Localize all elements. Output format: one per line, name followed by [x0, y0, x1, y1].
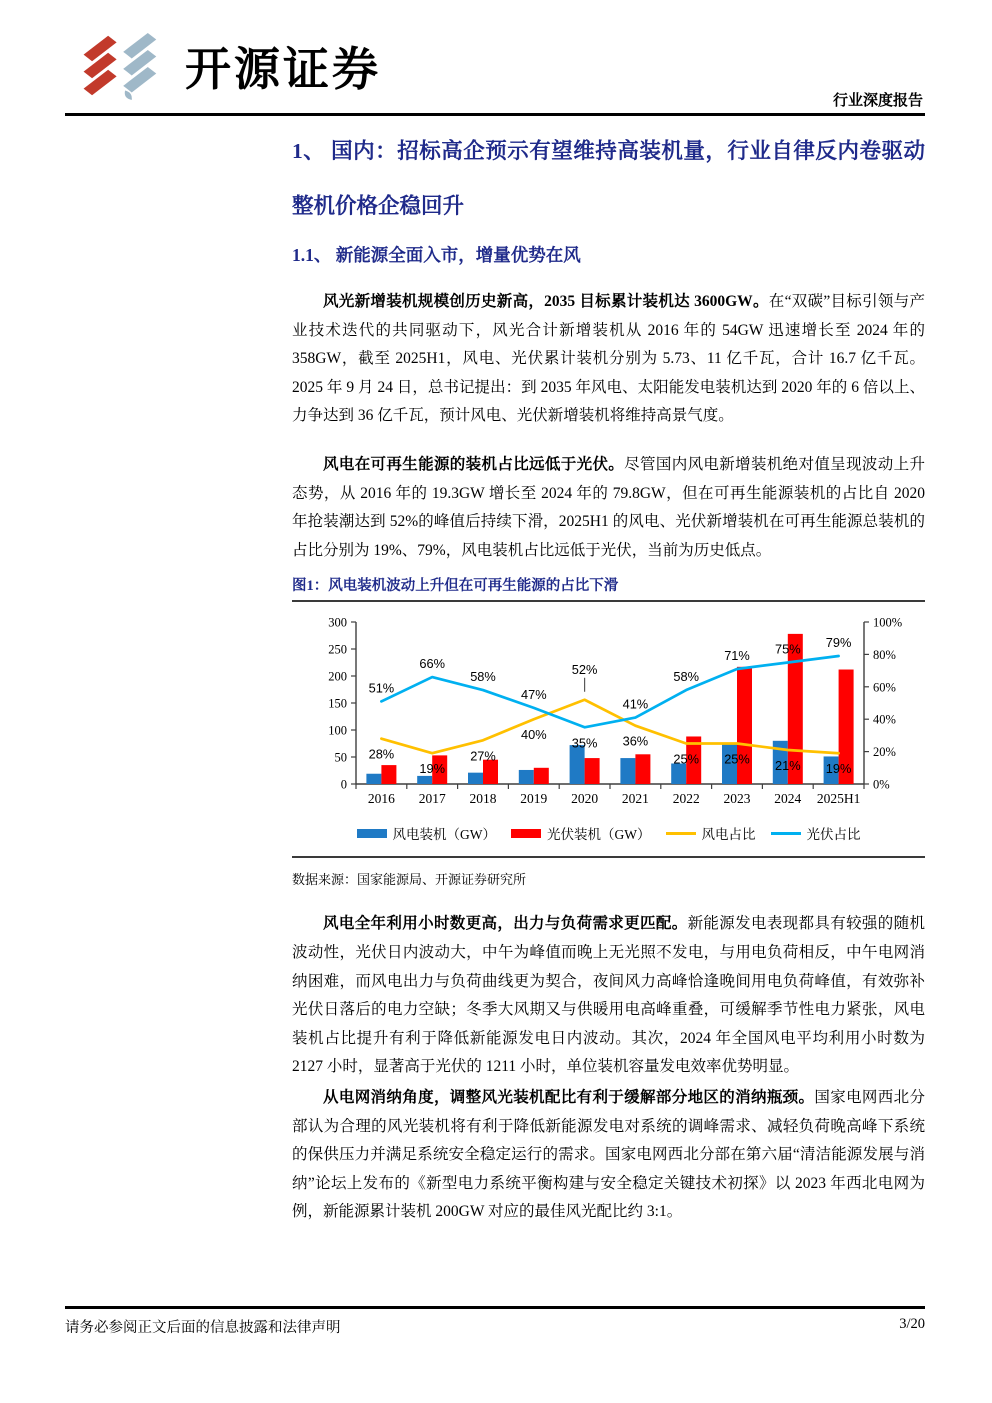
svg-text:58%: 58% [673, 669, 700, 685]
svg-text:28%: 28% [368, 746, 395, 762]
svg-text:35%: 35% [571, 735, 598, 751]
svg-text:20%: 20% [873, 745, 896, 760]
figure-1 [292, 574, 925, 858]
svg-text:36%: 36% [622, 734, 649, 750]
footer-disclaimer: 请务必参阅正文后面的信息披露和法律声明 [65, 1320, 341, 1336]
svg-text:2023: 2023 [723, 791, 751, 807]
figure-source: 数据来源：国家能源局、开源证券研究所 [292, 872, 527, 888]
legend-item-solar-bar [511, 823, 651, 843]
paragraph [292, 1084, 925, 1227]
svg-text:2022: 2022 [672, 791, 700, 807]
svg-text:300: 300 [328, 615, 347, 630]
subsection-heading: 1.1、 新能源全面入市，增量优势在风 [292, 245, 581, 265]
svg-text:2017: 2017 [418, 791, 446, 807]
svg-text:21%: 21% [774, 758, 801, 774]
svg-text:2018: 2018 [469, 791, 497, 807]
paragraph-text: 在“双碳”目标引领与产业技术迭代的共同驱动下，风光合计新增装机从 2016 年的 54GW 迅速增长至 2024 年的 358GW，截至 2025H1，风电、光伏累计装机分别为 5.73、11 亿千瓦，合计 16.7 亿千瓦。2025 年 9 月 24 日，总书记提出：到 2035 年风电、太阳能发电装机达到 2020 年的 6 倍以上、力争达到 36 亿千瓦，预计风电、光伏新增装机将维持高景气度。 [292, 293, 926, 425]
svg-text:40%: 40% [873, 713, 896, 728]
kaiyuan-logo [79, 32, 381, 100]
legend-label: 光伏装机（GW） [547, 827, 651, 843]
svg-text:80%: 80% [873, 648, 896, 663]
svg-text:71%: 71% [724, 648, 750, 664]
legend-label: 风电装机（GW） [392, 827, 496, 843]
content-column [292, 124, 925, 1227]
page-number: 3/20 [899, 1316, 925, 1332]
svg-text:51%: 51% [368, 680, 395, 696]
svg-text:40%: 40% [520, 727, 547, 743]
svg-text:66%: 66% [419, 656, 446, 672]
paragraph [292, 451, 925, 565]
svg-text:27%: 27% [470, 748, 496, 764]
svg-text:2019: 2019 [520, 791, 548, 807]
figure-title: 图1：风电装机波动上升但在可再生能源的占比下滑 [292, 574, 925, 602]
paragraph-lead: 风电全年利用小时数更高，出力与负荷需求更匹配。 [323, 915, 688, 933]
svg-text:250: 250 [328, 642, 347, 657]
paragraph-text: 国家电网西北分部认为合理的风光装机将有利于降低新能源发电对系统的调峰需求、减轻负荷晚高峰下系统的保供压力并满足系统安全稳定运行的需求。国家电网西北分部在第六届“清洁能源发展与消纳”论坛上发布的《新型电力系统平衡构建与安全稳定关键技术初探》以 2023 年西北电网为例，新能源累计装机 200GW 对应的最佳风光配比约 3:1。 [292, 1088, 925, 1221]
page-header [65, 26, 925, 116]
wind-bar-swatch-icon [357, 829, 387, 838]
svg-text:19%: 19% [825, 761, 852, 777]
svg-text:52%: 52% [571, 662, 598, 678]
svg-text:100: 100 [328, 723, 347, 738]
svg-text:25%: 25% [724, 751, 750, 767]
svg-text:50: 50 [334, 750, 347, 765]
paragraph-text: 尽管国内风电新增装机绝对值呈现波动上升态势，从 2016 年的 19.3GW 增长至 2024 年的 79.8GW，但在可再生能源装机的占比自 2020 年抢装潮达到 52%的峰值后持续下滑，2025H1 的风电、光伏新增装机在可再生能源总装机的占比分别为 19%、79%，风电装机占比远低于光伏，当前为历史低点。 [292, 455, 925, 559]
svg-text:41%: 41% [622, 696, 649, 712]
svg-text:60%: 60% [873, 680, 896, 695]
paragraph-lead: 从电网消纳角度，调整风光装机配比有利于缓解部分地区的消纳瓶颈。 [323, 1088, 815, 1106]
svg-text:0: 0 [340, 777, 347, 792]
svg-text:2016: 2016 [367, 791, 395, 807]
paragraph-lead: 风光新增装机规模创历史新高，2035 目标累计装机达 3600GW。 [323, 293, 769, 310]
wind-share-line-swatch-icon [666, 832, 696, 836]
svg-text:2025H1: 2025H1 [816, 791, 861, 807]
svg-text:25%: 25% [673, 751, 700, 767]
svg-text:47%: 47% [520, 687, 547, 703]
svg-text:200: 200 [328, 669, 347, 684]
svg-text:75%: 75% [774, 641, 801, 657]
svg-text:150: 150 [328, 696, 347, 711]
section-heading: 1、 国内：招标高企预示有望维持高装机量，行业自律反内卷驱动整机价格企稳回升 [292, 139, 925, 218]
svg-text:19%: 19% [419, 761, 446, 777]
page-footer [65, 1306, 925, 1337]
legend-item-wind-share [666, 823, 756, 843]
logo-text: 开源证券 [185, 43, 381, 95]
paragraph [292, 288, 925, 431]
svg-text:100%: 100% [873, 615, 903, 630]
svg-text:0%: 0% [873, 777, 890, 792]
solar-share-line-swatch-icon [771, 832, 801, 836]
paragraph-lead: 风电在可再生能源的装机占比远低于光伏。 [323, 455, 625, 473]
legend-item-wind-bar [357, 823, 497, 843]
svg-text:2020: 2020 [571, 791, 599, 807]
paragraph-text: 新能源发电表现都具有较强的随机波动性，光伏日内波动大，中午为峰值而晚上无光照不发电，与用电负荷相反，中午电网消纳困难，而风电出力与负荷曲线更为契合，夜间风力高峰恰逢晚间用电负荷峰值，有效弥补光伏日落后的电力空缺；冬季大风期又与供暖用电高峰重叠，可缓解季节性电力紧张，风电装机占比提升有利于降低新能源发电日内波动。其次，2024 年全国风电平均利用小时数为 2127 小时，显著高于光伏的 1211 小时，单位装机容量发电效率优势明显。 [292, 915, 925, 1076]
svg-text:2024: 2024 [774, 791, 802, 807]
combo-chart [292, 614, 925, 819]
legend-label: 光伏占比 [806, 827, 861, 843]
svg-text:2021: 2021 [621, 791, 649, 807]
paragraph [292, 910, 925, 1082]
legend-label: 风电占比 [701, 827, 756, 843]
chart-legend [292, 823, 925, 843]
report-type-label: 行业深度报告 [832, 93, 923, 109]
legend-item-solar-share [771, 823, 861, 843]
svg-text:58%: 58% [470, 669, 496, 685]
kaiyuan-logo-icon [79, 32, 175, 100]
svg-text:79%: 79% [825, 635, 852, 651]
solar-bar-swatch-icon [511, 829, 541, 838]
